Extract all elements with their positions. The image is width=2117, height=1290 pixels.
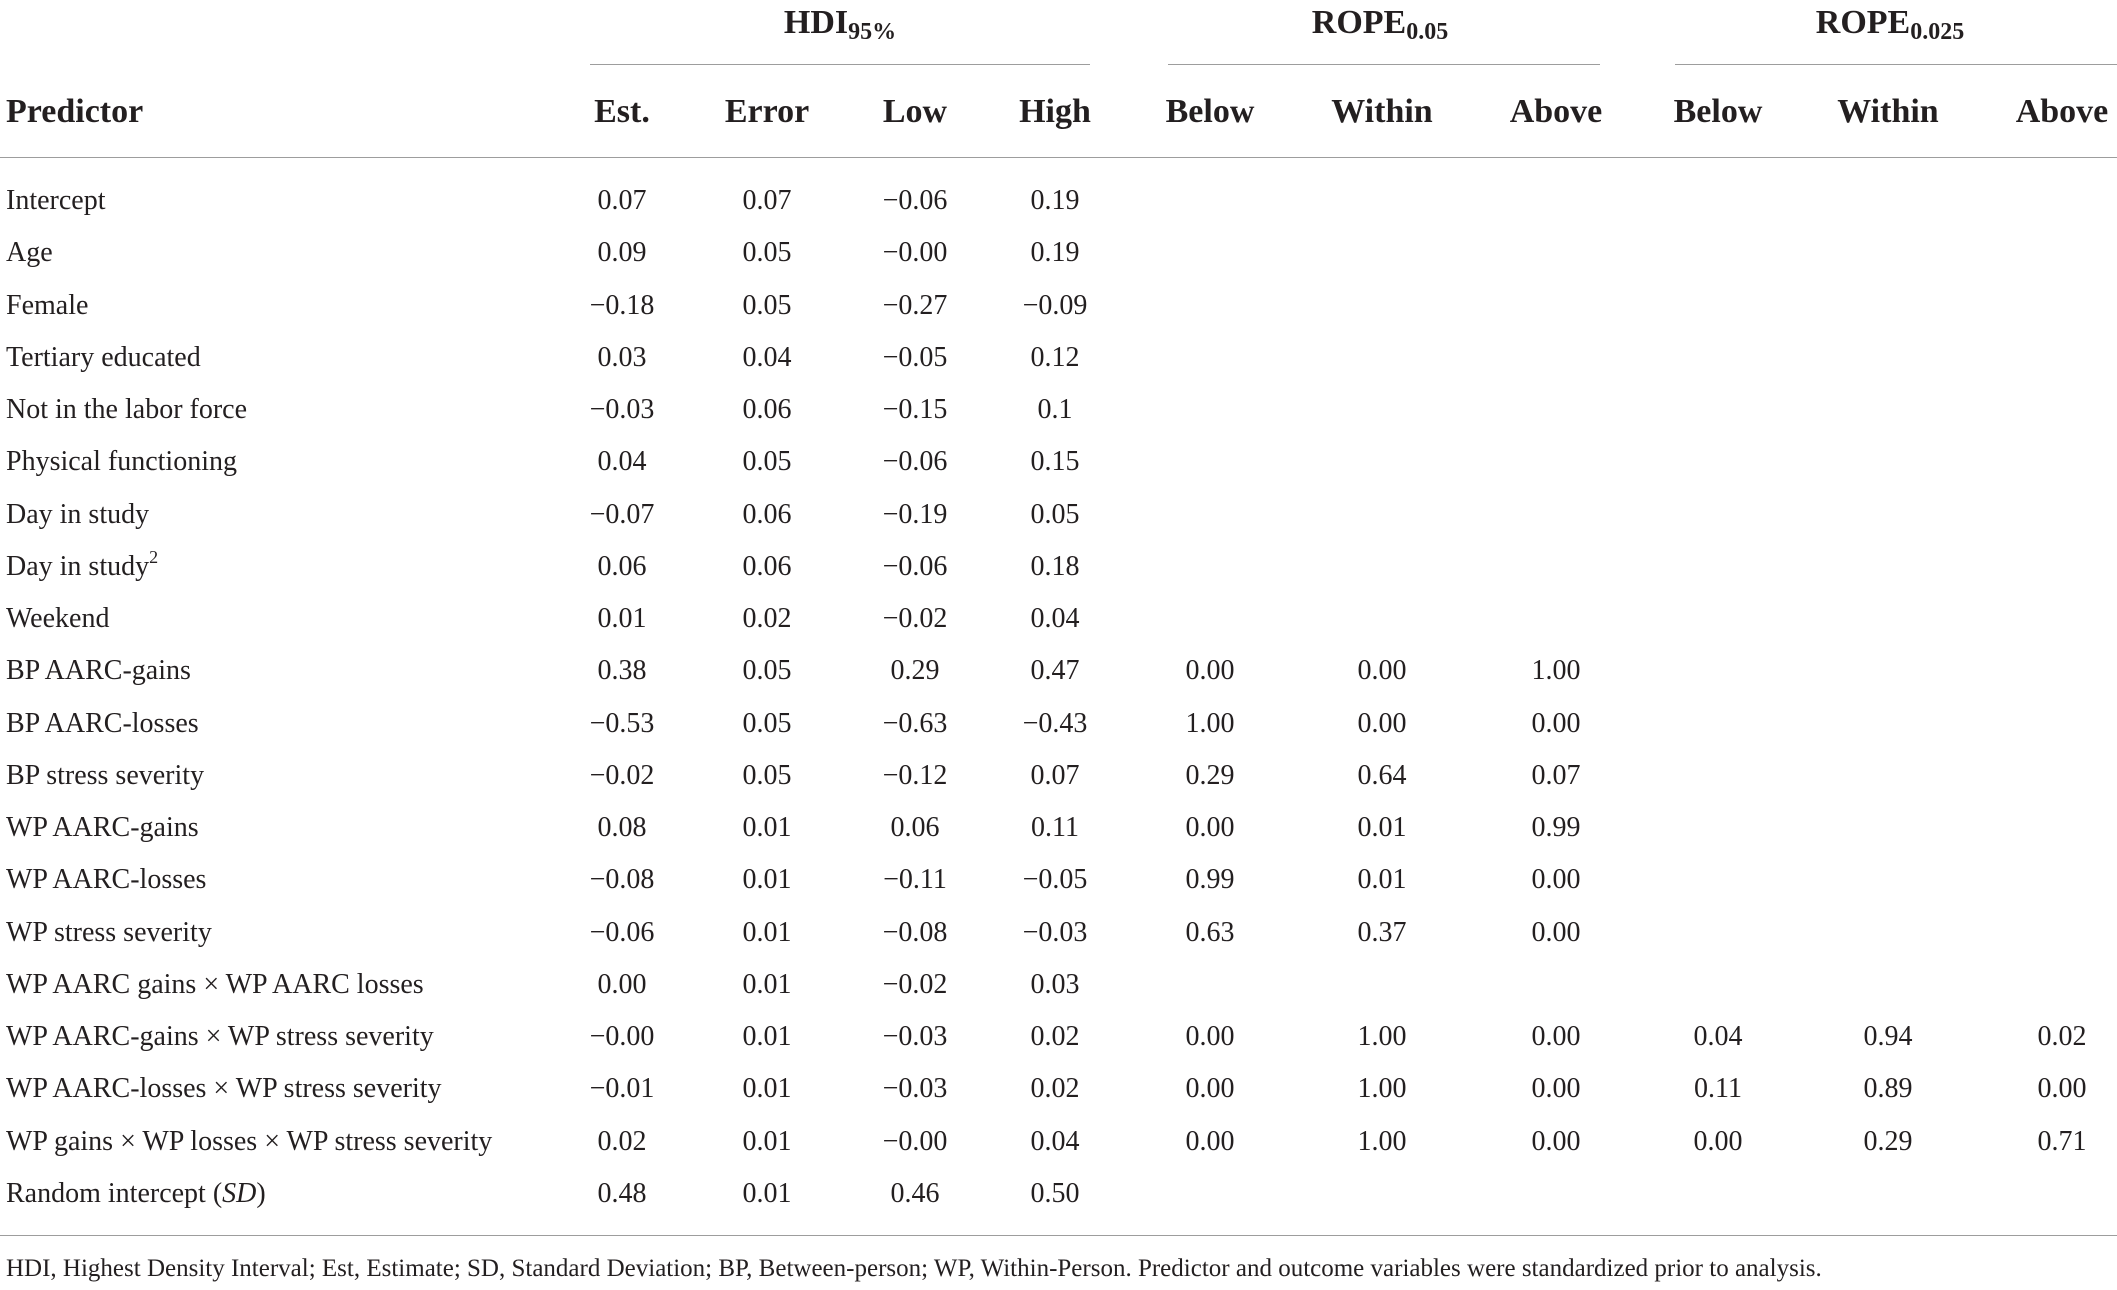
cell-within: 1.00	[1357, 1021, 1407, 1052]
group-header-hdi-base: HDI	[783, 4, 849, 41]
row-label-text: Physical functioning	[6, 446, 237, 478]
cell-high: 0.07	[1030, 759, 1080, 791]
row-label-superscript: 2	[149, 546, 159, 567]
table-row	[0, 854, 2117, 906]
cell-est: 0.01	[597, 603, 647, 634]
cell-error: 0.05	[742, 446, 792, 478]
cell-high: −0.05	[1022, 864, 1088, 896]
table-row	[0, 541, 2117, 593]
cell-error: 0.01	[742, 1177, 792, 1209]
cell-high: −0.43	[1022, 707, 1088, 739]
cell-within: 0.00	[1357, 707, 1407, 739]
cell-above: 0.00	[1531, 707, 1581, 739]
cell-above: 0.00	[1531, 1073, 1581, 1105]
cell-high: 0.1	[1037, 394, 1073, 425]
table-row	[0, 436, 2117, 488]
cell-within: 0.64	[1357, 759, 1407, 791]
cell-within: 1.00	[1357, 1125, 1407, 1157]
row-label	[6, 541, 158, 593]
cell-error: 0.04	[742, 341, 792, 373]
column-header-4: High	[1019, 93, 1091, 130]
cell-error: 0.01	[742, 968, 792, 1000]
cell-high: 0.11	[1031, 812, 1079, 843]
row-label	[6, 959, 424, 1011]
cell-est: 0.06	[597, 550, 647, 582]
cell-error: 0.06	[742, 550, 792, 582]
row-label-text: Weekend	[6, 603, 110, 634]
table-row	[0, 1168, 2117, 1220]
cell-low: −0.06	[882, 185, 948, 216]
table-row	[0, 1011, 2117, 1063]
cell-low: −0.02	[882, 603, 948, 634]
table-footnote: HDI, Highest Density Interval; Est, Estimate; SD, Standard Deviation; BP, Between-person; WP, Within-Person. Predictor and outcome variables were standardized prior to analysis.	[6, 1255, 1822, 1282]
row-label-italic: SD	[222, 1177, 257, 1209]
cell-within: 0.01	[1357, 812, 1407, 843]
bottom-rule	[0, 1235, 2117, 1236]
group-header-hdi-sub: 95%	[848, 19, 897, 45]
cell-high: 0.19	[1030, 185, 1080, 216]
row-label	[6, 907, 212, 959]
row-label	[6, 750, 204, 802]
table-row	[0, 907, 2117, 959]
cell-error: 0.01	[742, 1125, 792, 1157]
cell-high: 0.04	[1030, 603, 1080, 634]
cell-low: 0.06	[890, 812, 940, 843]
cell-low: −0.11	[883, 864, 947, 896]
cell-low: −0.19	[882, 498, 948, 530]
row-label	[6, 854, 206, 906]
cell-low: −0.02	[882, 968, 948, 1000]
cell-below: 0.00	[1185, 1125, 1235, 1157]
cell-below: 0.00	[1185, 1021, 1235, 1052]
column-header-7: Above	[1509, 93, 1603, 130]
cell-est: 0.08	[597, 812, 647, 843]
row-label-text: Tertiary educated	[6, 341, 201, 373]
row-label	[6, 698, 199, 750]
cell-within: 0.01	[1357, 864, 1407, 896]
group-rule-hdi	[590, 64, 1090, 65]
cell-est: 0.03	[597, 341, 647, 373]
cell-high: 0.03	[1030, 968, 1080, 1000]
table-row	[0, 750, 2117, 802]
cell-low: −0.08	[882, 916, 948, 948]
cell-above: 0.00	[1531, 916, 1581, 948]
cell-high: 0.12	[1030, 341, 1080, 373]
row-label	[6, 1063, 442, 1115]
cell-est: −0.02	[589, 759, 655, 791]
cell-high: 0.04	[1030, 1125, 1080, 1157]
column-header-0: Predictor	[6, 93, 144, 130]
cell-below: 1.00	[1185, 707, 1235, 739]
row-label	[6, 802, 199, 854]
cell-low: −0.27	[882, 289, 948, 321]
cell-below: 0.04	[1693, 1021, 1743, 1052]
cell-error: 0.05	[742, 237, 792, 269]
cell-est: −0.07	[589, 498, 655, 530]
column-header-8: Below	[1673, 93, 1763, 130]
cell-est: 0.38	[597, 655, 647, 687]
group-header-hdi	[590, 0, 1090, 50]
row-label	[6, 1116, 492, 1168]
column-header-3: Low	[882, 93, 948, 130]
cell-error: 0.01	[742, 812, 792, 843]
row-label	[6, 227, 53, 279]
cell-within: 1.00	[1357, 1073, 1407, 1105]
table-row	[0, 227, 2117, 279]
cell-est: −0.08	[589, 864, 655, 896]
group-header-rope-0025-sub: 0.025	[1910, 19, 1965, 45]
row-label	[6, 593, 109, 645]
cell-below: 0.29	[1185, 759, 1235, 791]
row-label-text: WP AARC-gains	[6, 812, 199, 843]
row-label-text: WP stress severity	[6, 916, 212, 948]
cell-low: −0.63	[882, 707, 948, 739]
row-label-text: Female	[6, 289, 89, 321]
cell-below: 0.00	[1185, 812, 1235, 843]
row-label	[6, 175, 106, 227]
cell-low: −0.06	[882, 550, 948, 582]
cell-high: 0.19	[1030, 237, 1080, 269]
row-label-text: Intercept	[6, 185, 106, 216]
table-row	[0, 384, 2117, 436]
row-label	[6, 332, 201, 384]
cell-high: 0.18	[1030, 550, 1080, 582]
column-header-5: Below	[1165, 93, 1255, 130]
cell-est: −0.03	[589, 394, 655, 425]
cell-below: 0.00	[1185, 1073, 1235, 1105]
cell-low: −0.03	[882, 1021, 948, 1052]
cell-error: 0.01	[742, 1073, 792, 1105]
cell-within: 0.37	[1357, 916, 1407, 948]
cell-error: 0.02	[742, 603, 792, 634]
cell-error: 0.01	[742, 864, 792, 896]
row-label-text: Age	[6, 237, 53, 269]
group-header-rope-005-sub: 0.05	[1406, 19, 1449, 45]
cell-high: 0.15	[1030, 446, 1080, 478]
group-rule-rope-0025	[1675, 64, 2117, 65]
row-label-text: BP AARC-losses	[6, 707, 199, 739]
cell-low: 0.29	[890, 655, 940, 687]
table-row	[0, 645, 2117, 697]
cell-est: −0.06	[589, 916, 655, 948]
group-rule-rope-005	[1168, 64, 1600, 65]
row-label-text: WP AARC-losses	[6, 864, 207, 896]
row-label	[6, 436, 237, 488]
cell-low: −0.12	[882, 759, 948, 791]
cell-within: 0.89	[1863, 1073, 1913, 1105]
cell-above: 0.00	[1531, 1021, 1581, 1052]
table-row	[0, 959, 2117, 1011]
row-label-text: Not in the labor force	[6, 394, 248, 425]
cell-high: 0.02	[1030, 1021, 1080, 1052]
cell-below: 0.00	[1185, 655, 1235, 687]
cell-high: 0.02	[1030, 1073, 1080, 1105]
cell-above: 0.07	[1531, 759, 1581, 791]
table-row	[0, 280, 2117, 332]
table-row	[0, 332, 2117, 384]
cell-error: 0.06	[742, 394, 792, 425]
cell-low: −0.00	[882, 1125, 948, 1157]
cell-below: 0.99	[1185, 864, 1235, 896]
cell-low: −0.05	[882, 341, 948, 373]
header-rule	[0, 157, 2117, 158]
row-label-text: Day in study	[6, 550, 150, 582]
cell-error: 0.01	[742, 1021, 792, 1052]
column-header-1: Est.	[594, 93, 650, 130]
cell-error: 0.05	[742, 655, 792, 687]
cell-est: −0.53	[589, 707, 655, 739]
group-header-rope-0025	[1670, 0, 2110, 50]
table-row	[0, 489, 2117, 541]
cell-error: 0.05	[742, 289, 792, 321]
row-label-text: BP AARC-gains	[6, 655, 191, 687]
column-header-6: Within	[1331, 93, 1433, 130]
cell-error: 0.05	[742, 759, 792, 791]
group-header-rope-0025-base: ROPE	[1815, 4, 1911, 41]
cell-est: −0.00	[589, 1021, 655, 1052]
cell-above: 0.00	[2037, 1073, 2087, 1105]
cell-above: 0.02	[2037, 1021, 2087, 1052]
cell-low: −0.03	[882, 1073, 948, 1105]
cell-high: 0.47	[1030, 655, 1080, 687]
cell-est: 0.09	[597, 237, 647, 269]
cell-above: 0.00	[1531, 864, 1581, 896]
row-label-text: WP AARC-gains × WP stress severity	[6, 1021, 434, 1052]
group-header-rope-005-base: ROPE	[1311, 4, 1407, 41]
column-header-10: Above	[2015, 93, 2109, 130]
column-header-9: Within	[1837, 93, 1939, 130]
row-label-text: BP stress severity	[6, 759, 205, 791]
table-row	[0, 698, 2117, 750]
cell-est: 0.02	[597, 1125, 647, 1157]
table-row	[0, 1116, 2117, 1168]
cell-below: 0.11	[1694, 1073, 1742, 1105]
cell-low: −0.15	[882, 394, 948, 425]
cell-low: −0.00	[882, 237, 948, 269]
cell-est: 0.48	[597, 1177, 647, 1209]
table-row	[0, 1063, 2117, 1115]
row-label-text: WP gains × WP losses × WP stress severity	[6, 1125, 493, 1157]
row-label	[6, 280, 88, 332]
cell-error: 0.06	[742, 498, 792, 530]
cell-below: 0.63	[1185, 916, 1235, 948]
row-label	[6, 1011, 434, 1063]
cell-error: 0.07	[742, 185, 792, 216]
cell-high: −0.09	[1022, 289, 1088, 321]
table-row	[0, 593, 2117, 645]
cell-error: 0.05	[742, 707, 792, 739]
cell-est: 0.07	[597, 185, 647, 216]
row-label	[6, 489, 149, 541]
cell-above: 0.99	[1531, 812, 1581, 843]
cell-within: 0.94	[1863, 1021, 1913, 1052]
cell-est: −0.01	[589, 1073, 655, 1105]
column-header-2: Error	[724, 93, 810, 130]
cell-high: −0.03	[1022, 916, 1088, 948]
row-label	[6, 384, 247, 436]
row-label	[6, 1168, 266, 1220]
table-row	[0, 802, 2117, 854]
cell-within: 0.29	[1863, 1125, 1913, 1157]
group-header-rope-005	[1160, 0, 1600, 50]
row-label	[6, 645, 191, 697]
row-label-text: WP AARC-losses × WP stress severity	[6, 1073, 442, 1105]
row-label-suffix: )	[256, 1177, 266, 1209]
cell-high: 0.05	[1030, 498, 1080, 530]
cell-est: 0.04	[597, 446, 647, 478]
cell-low: −0.06	[882, 446, 948, 478]
cell-high: 0.50	[1030, 1177, 1080, 1209]
cell-below: 0.00	[1693, 1125, 1743, 1157]
cell-above: 1.00	[1531, 655, 1581, 687]
cell-above: 0.71	[2037, 1125, 2087, 1157]
table-row	[0, 175, 2117, 227]
row-label-text: Day in study	[6, 498, 150, 530]
cell-est: −0.18	[589, 289, 655, 321]
cell-above: 0.00	[1531, 1125, 1581, 1157]
cell-est: 0.00	[597, 968, 647, 1000]
cell-error: 0.01	[742, 916, 792, 948]
row-label-text: Random intercept (	[6, 1177, 223, 1209]
cell-low: 0.46	[890, 1177, 940, 1209]
row-label-text: WP AARC gains × WP AARC losses	[6, 968, 424, 1000]
cell-within: 0.00	[1357, 655, 1407, 687]
